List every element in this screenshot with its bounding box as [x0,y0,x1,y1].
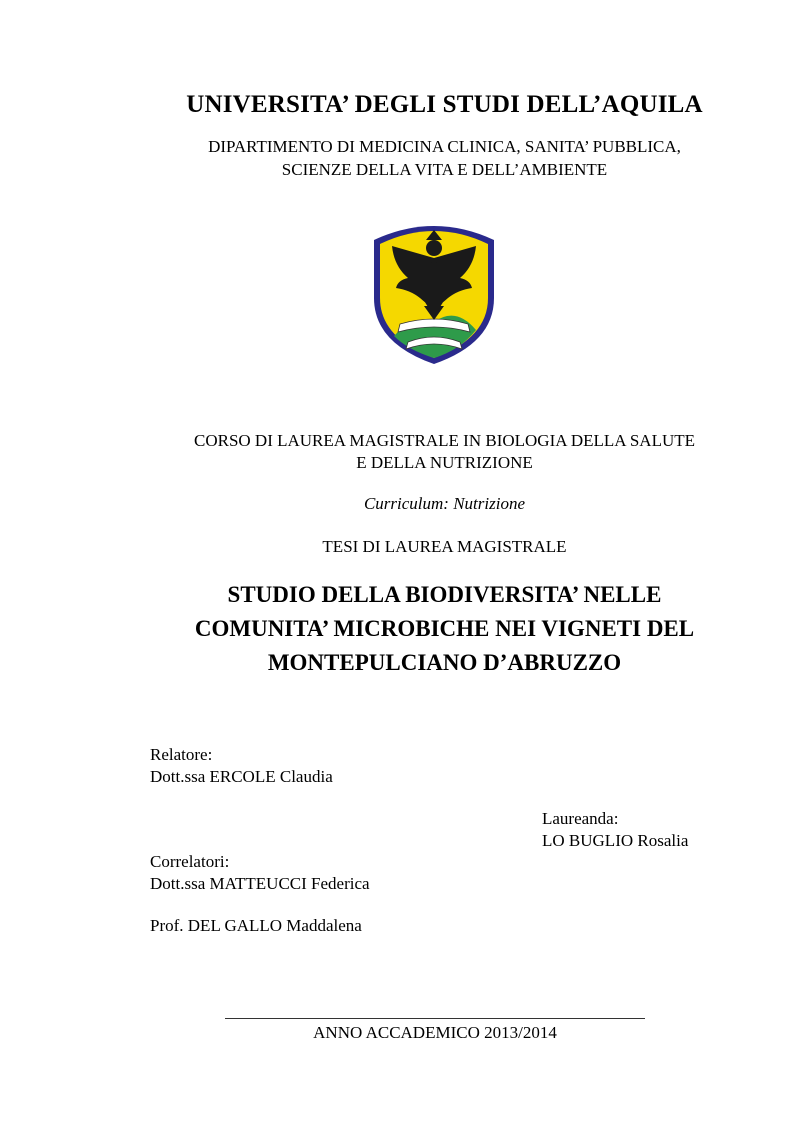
candidate-label: Laureanda: [542,809,619,828]
title-line-3: MONTEPULCIANO D’ABRUZZO [267,650,622,675]
academic-year: ANNO ACCADEMICO 2013/2014 [313,1023,557,1042]
department-line-2: SCIENZE DELLA VITA E DELL’AMBIENTE [281,160,608,179]
candidate-name: LO BUGLIO Rosalia [542,831,689,850]
supervisor-block [150,744,333,788]
supervisor-name: Dott.ssa ERCOLE Claudia [150,767,333,786]
supervisor-label: Relatore: [150,745,213,764]
course-line-1: CORSO DI LAUREA MAGISTRALE IN BIOLOGIA DELLA SALUTE [193,431,695,450]
candidate-block [542,808,688,852]
course-line-2: E DELLA NUTRIZIONE [356,453,533,472]
co-supervisors-label: Correlatori: [150,852,230,871]
department-line-1: DIPARTIMENTO DI MEDICINA CLINICA, SANITA’ PUBBLICA, [208,137,681,156]
co-supervisor-2-name: Prof. DEL GALLO Maddalena [150,916,362,935]
department-name [48,135,793,181]
university-name: UNIVERSITA’ DEGLI STUDI DELL’AQUILA [186,91,703,118]
university-crest-icon [364,218,504,368]
thesis-type: TESI DI LAUREA MAGISTRALE [322,537,567,556]
footer-divider [225,1018,645,1019]
co-supervisors-block [150,851,370,895]
title-line-1: STUDIO DELLA BIODIVERSITA’ NELLE [227,582,662,607]
thesis-title [48,578,793,680]
co-supervisor-1-name: Dott.ssa MATTEUCCI Federica [150,874,370,893]
course-name [48,430,793,474]
curriculum: Curriculum: Nutrizione [363,494,526,513]
title-line-2: COMUNITA’ MICROBICHE NEI VIGNETI DEL [194,616,695,641]
